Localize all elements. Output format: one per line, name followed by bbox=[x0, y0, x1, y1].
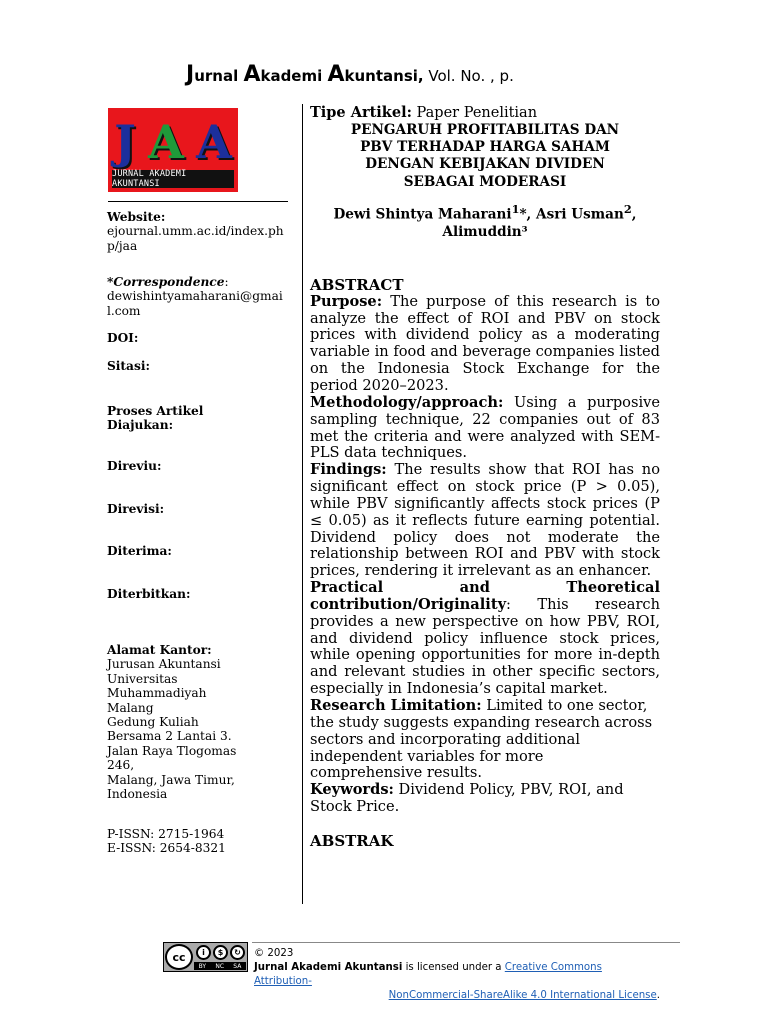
column-divider bbox=[302, 104, 303, 904]
alamat-line: Muhammadiyah bbox=[107, 686, 207, 701]
alamat-line: Malang, Jawa Timur, bbox=[107, 772, 235, 787]
alamat-line: Malang bbox=[107, 700, 154, 715]
license-link-part2[interactable]: NonCommercial-ShareAlike 4.0 International License bbox=[388, 990, 657, 1001]
header-initial-a2: A bbox=[327, 62, 345, 87]
article-type-label: Tipe Artikel: bbox=[310, 104, 412, 121]
keywords-text: Dividend Policy, PBV, ROI, and Stock Price. bbox=[310, 781, 624, 816]
website-block bbox=[107, 210, 297, 253]
abstract-methodology bbox=[310, 395, 660, 462]
author-1-affiliation: 1 bbox=[511, 201, 520, 216]
alamat-line: 246, bbox=[107, 758, 135, 773]
alamat-line: Jalan Raya Tlogomas bbox=[107, 743, 237, 758]
methodology-label: Methodology/approach: bbox=[310, 393, 504, 411]
logo-letters bbox=[108, 114, 238, 170]
license-line-2 bbox=[254, 989, 660, 1003]
abstract-findings bbox=[310, 462, 660, 580]
website-label: Website: bbox=[107, 210, 166, 224]
article-authors bbox=[310, 201, 660, 241]
abstract-contribution bbox=[310, 580, 660, 698]
license-period: . bbox=[656, 990, 660, 1001]
logo-letter-a2: A bbox=[196, 115, 232, 169]
header-volume: Vol. No. , p. bbox=[423, 67, 514, 85]
title-line: PBV TERHADAP HARGA SAHAM bbox=[360, 139, 610, 156]
license-text bbox=[254, 947, 660, 1003]
alamat-line: Gedung Kuliah bbox=[107, 715, 199, 730]
sharealike-icon: ↻ bbox=[230, 945, 245, 960]
direvisi-label: Direvisi: bbox=[107, 502, 165, 516]
article-main bbox=[310, 104, 660, 850]
findings-text: The results show that ROI has no significant effect on stock price (P > 0.05), while PBV significantly affects stock prices (P ≤ 0.05) as it reflects future earning potential. Dividend policy does not moderate the relationship between ROI and PBV with stock prices, rendering it irrelevant as an enhancer. bbox=[310, 461, 660, 580]
correspondence-colon: : bbox=[224, 275, 229, 289]
corresponding-mark: *, bbox=[519, 206, 537, 223]
diterbitkan-label: Diterbitkan: bbox=[107, 587, 191, 601]
logo-tagline: JURNAL AKADEMI AKUNTANSI bbox=[112, 170, 234, 188]
alamat-block bbox=[107, 643, 297, 801]
header-word-jurnal: urnal bbox=[194, 67, 244, 85]
abstract-limitation bbox=[310, 698, 660, 782]
cc-icon: cc bbox=[165, 944, 193, 970]
title-line: SEBAGAI MODERASI bbox=[403, 173, 567, 190]
article-type bbox=[310, 104, 660, 122]
title-line: PENGARUH PROFITABILITAS DAN bbox=[350, 122, 620, 138]
doi-label: DOI: bbox=[107, 331, 139, 345]
contribution-colon: : bbox=[506, 595, 511, 613]
footer-divider bbox=[252, 942, 680, 943]
badge-by: BY bbox=[198, 962, 207, 970]
contribution-label: Practical and Theoretical contribution/Originality bbox=[310, 579, 660, 613]
correspondence-email[interactable]: dewishintyamaharani@gmai l.com bbox=[107, 289, 283, 318]
methodology-text: Using a purposive sampling technique, 22 companies out of 83 met the criteria and were analyzed with SEM-PLS data techniques. bbox=[310, 393, 660, 462]
alamat-line: Universitas bbox=[107, 671, 178, 686]
article-type-value: Paper Penelitian bbox=[411, 105, 538, 121]
diterima-label: Diterima: bbox=[107, 544, 172, 558]
license-link-part1[interactable]: Creative Commons Attribution- bbox=[254, 962, 602, 987]
badge-sa: SA bbox=[233, 962, 242, 970]
website-link[interactable]: ejournal.umm.ac.id/index.ph p/jaa bbox=[107, 224, 284, 253]
author-2: Asri Usman bbox=[536, 206, 624, 223]
correspondence-label: *Correspondence bbox=[107, 275, 225, 289]
contribution-text: This research provides a new perspective on how PBV, ROI, and dividend policy influence stock prices, while opening opportunities for more in-depth and relevant studies in other specific sectors, especially in Indonesia’s capital market. bbox=[310, 595, 660, 698]
journal-header bbox=[186, 62, 514, 87]
header-word-akademi: kademi bbox=[260, 67, 328, 85]
copyright-year: © 2023 bbox=[254, 948, 294, 959]
author-1: Dewi Shintya Maharani bbox=[333, 206, 512, 223]
purpose-text: The purpose of this research is to analyze the effect of ROI and PBV on stock prices with dividend policy as a moderating variable in food and beverage companies listed on the Indonesia Stock Exchange for the period 2020–2023. bbox=[310, 292, 660, 394]
author-separator: , bbox=[631, 206, 637, 223]
keywords-label: Keywords: bbox=[310, 781, 394, 799]
electronic-issn: E-ISSN: 2654-8321 bbox=[107, 841, 226, 856]
direviu-label: Direviu: bbox=[107, 459, 162, 473]
purpose-label: Purpose: bbox=[310, 292, 383, 310]
journal-logo bbox=[108, 108, 238, 192]
noncommercial-icon: $ bbox=[213, 945, 228, 960]
author-3: Alimuddin³ bbox=[442, 223, 528, 240]
license-journal-name: Jurnal Akademi Akuntansi bbox=[254, 962, 403, 973]
limitation-text: Limited to one sector, the study suggests expanding research across sectors and incorporating additional independent variables for more comprehensive results. bbox=[310, 697, 653, 782]
alamat-line: Jurusan Akuntansi bbox=[107, 657, 221, 672]
abstrak-heading: ABSTRAK bbox=[310, 831, 394, 850]
header-initial-j: J bbox=[186, 62, 195, 87]
article-title bbox=[310, 122, 660, 191]
attribution-icon: i bbox=[196, 945, 211, 960]
title-line: DENGAN KEBIJAKAN DIVIDEN bbox=[365, 156, 605, 173]
abstract-heading: ABSTRACT bbox=[310, 275, 404, 294]
cc-license-badge[interactable] bbox=[163, 942, 248, 972]
alamat-line: Indonesia bbox=[107, 787, 168, 802]
alamat-label: Alamat Kantor: bbox=[107, 643, 212, 657]
header-word-akuntansi: kuntansi, bbox=[344, 67, 424, 85]
proses-artikel-label: Proses Artikel Diajukan: bbox=[107, 404, 204, 433]
issn-block bbox=[107, 827, 297, 856]
logo-letter-j: J bbox=[114, 115, 136, 169]
limitation-label: Research Limitation: bbox=[310, 697, 482, 714]
logo-letter-a1: A bbox=[148, 115, 184, 169]
correspondence-block bbox=[107, 275, 297, 318]
author-2-affiliation: 2 bbox=[623, 201, 632, 216]
badge-strip bbox=[194, 962, 246, 970]
findings-label: Findings: bbox=[310, 461, 387, 479]
header-initial-a1: A bbox=[243, 62, 261, 87]
print-issn: P-ISSN: 2715-1964 bbox=[107, 827, 225, 841]
abstract-purpose bbox=[310, 294, 660, 395]
alamat-line: Bersama 2 Lantai 3. bbox=[107, 729, 232, 744]
logo-divider bbox=[108, 201, 288, 202]
license-statement: is licensed under a bbox=[402, 962, 505, 973]
sitasi-label: Sitasi: bbox=[107, 359, 150, 373]
abstract-keywords bbox=[310, 782, 660, 816]
badge-nc: NC bbox=[215, 962, 225, 970]
